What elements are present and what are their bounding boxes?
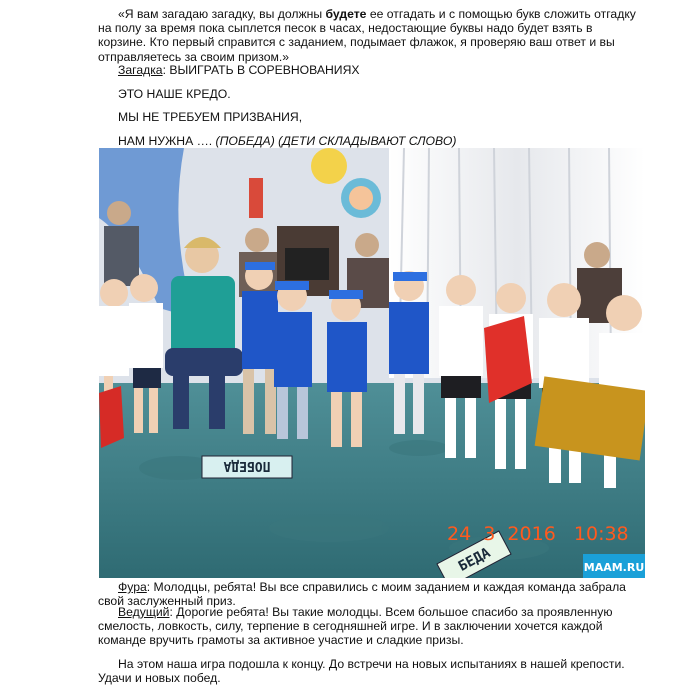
wall-decoration xyxy=(311,148,347,184)
blocks-word-2: БЕДА xyxy=(455,544,494,575)
red-flag-left xyxy=(99,386,124,448)
riddle-line-2: ЭТО НАШЕ КРЕДО. xyxy=(118,87,231,101)
riddle-label: Загадка xyxy=(118,63,163,77)
host-text: : Дорогие ребята! Вы такие молодцы. Всем большое спасибо за проявленную смелость, ловкость, силу, терпение в сегодняшней игре. И в заключении хочется каждой команде вручить грамоты за активное участие и сладкие призы. xyxy=(98,605,613,648)
host-paragraph xyxy=(98,605,643,648)
closing-paragraph: На этом наша игра подошла к концу. До встречи на новых испытаниях в нашей крепости. Удачи и новых побед. xyxy=(98,657,625,686)
riddle-line-4-text: НАМ НУЖНА …. xyxy=(118,134,216,148)
intro-text-2: ее отгадать и с помощью букв сложить отгадку на полу за время пока сыплется песок в часах, недостающие буквы надо будет взять в корзине. Кто первый справится с заданием, подымает флажок, я проверяю ваш ответ и вы отправляетесь за своим призом.» xyxy=(98,7,636,64)
riddle-text: : ВЫИГРАТЬ В СОРЕВНОВАНИЯХ xyxy=(162,63,360,77)
fura-text: : Молодцы, ребята! Вы все справились с моим заданием и каждая команда забрала свой заслуженный приз. xyxy=(98,580,626,609)
watermark-text: MAAM.RU xyxy=(583,561,645,574)
riddle-line-4 xyxy=(98,134,643,148)
blocks-word: ПОБЕДА xyxy=(223,458,271,473)
tv xyxy=(285,248,329,280)
riddle-line-1 xyxy=(98,63,643,77)
gold-certificate xyxy=(535,376,645,460)
riddle-answer: (ПОБЕДА) (ДЕТИ СКЛАДЫВАЮТ СЛОВО) xyxy=(215,134,457,148)
intro-text-1: «Я вам загадаю загадку, вы должны xyxy=(118,7,326,21)
photo-illustration xyxy=(99,148,645,578)
riddle-line-3: МЫ НЕ ТРЕБУЕМ ПРИЗВАНИЯ, xyxy=(118,110,303,124)
photo-timestamp: 24 3 2016 10:38 xyxy=(447,523,629,545)
intro-bold-word: будете xyxy=(325,7,367,21)
host-label: Ведущий xyxy=(118,605,170,619)
intro-paragraph xyxy=(98,7,643,64)
fura-label: Фура xyxy=(118,580,147,594)
event-photo xyxy=(99,148,645,578)
fire-extinguisher xyxy=(249,178,263,218)
